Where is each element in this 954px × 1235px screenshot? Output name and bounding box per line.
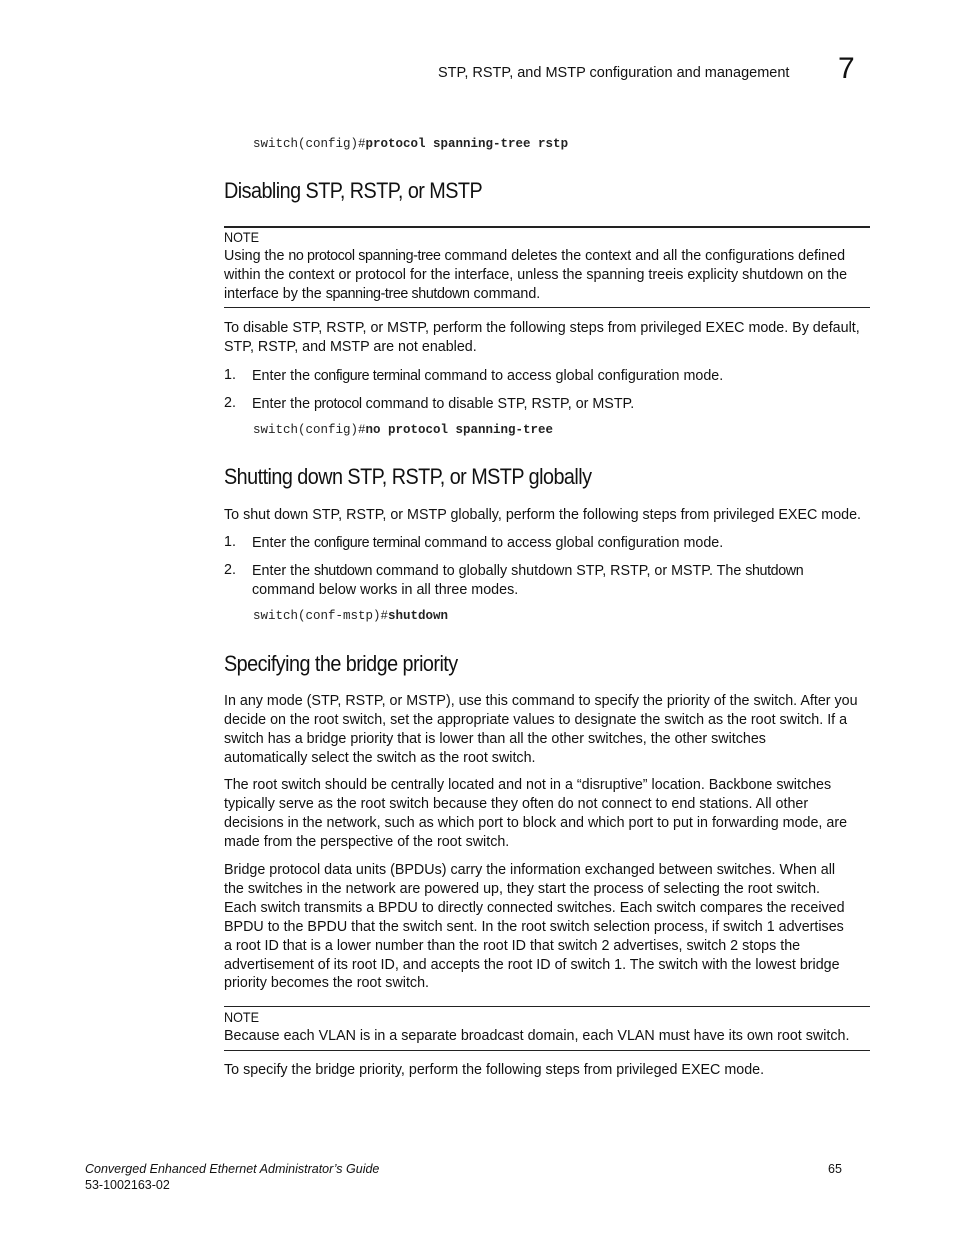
step-number: 2. [224,562,236,578]
step-text-part: command to disable STP, RSTP, or MSTP. [361,396,635,412]
note-label: NOTE [224,229,260,245]
code-command: no protocol spanning-tree [365,423,554,437]
section-heading-shutting-down: Shutting down STP, RSTP, or MSTP globally [224,464,592,489]
code-prompt: switch(config)# [253,137,366,151]
code-example-no-protocol [253,423,553,437]
intro-line: To disable STP, RSTP, or MSTP, perform the following steps from privileged EXEC mode. By default, [224,320,860,336]
paragraph-line: priority becomes the root switch. [224,975,430,992]
step-text-part: Enter the [252,535,314,551]
section-heading-bridge-priority: Specifying the bridge priority [224,651,458,676]
note-top-rule [224,226,870,228]
note-text-part: command deletes the context and all the configurations defined [440,248,846,264]
step-text-part: Enter the [252,563,314,579]
step-text [252,395,870,414]
step-text [252,367,870,386]
section3-paragraph-3 [224,861,870,993]
note-text-part: interface by the [224,285,326,302]
paragraph-line: made from the perspective of the root switch. [224,833,510,850]
step-text-line: command below works in all three modes. [252,581,519,598]
note-label: NOTE [224,1009,260,1025]
note-bottom-rule [224,1050,870,1051]
note-text-part: Using the [224,248,289,264]
section1-intro [224,319,870,357]
paragraph-line: advertisement of its root ID, and accepts the root ID of switch 1. The switch with the lowest bridge [224,956,840,973]
paragraph-line: The root switch should be centrally located and not in a “disruptive” location. Backbone switches [224,777,832,793]
step-text-part: command to access global configuration mode. [420,368,724,384]
code-command: protocol spanning-tree rstp [365,137,569,151]
step-text-part: Enter the [252,368,314,384]
note-text: Because each VLAN is in a separate broadcast domain, each VLAN must have its own root switch. [224,1028,850,1044]
section3-paragraph-1 [224,692,870,768]
code-prompt: switch(config)# [253,423,366,437]
step-command: shutdown [745,563,804,579]
note-top-rule [224,1006,870,1007]
step-text-part: command to access global configuration mode. [420,535,724,551]
note-command: no protocol spanning-tree [288,248,441,264]
note-bottom-rule [224,307,870,308]
paragraph-line: automatically select the switch as the root switch. [224,749,536,766]
step-command: configure terminal [314,368,421,384]
step-text [252,534,870,553]
footer-guide-title: Converged Enhanced Ethernet Administrator’s Guide [85,1162,380,1176]
paragraph-line: Bridge protocol data units (BPDUs) carry the information exchanged between switches. When all [224,862,836,878]
code-command: shutdown [388,609,449,623]
step-number: 1. [224,367,236,383]
section2-intro: To shut down STP, RSTP, or MSTP globally, perform the following steps from privileged EXEC mode. [224,507,862,523]
footer-doc-id: 53-1002163-02 [85,1178,170,1192]
paragraph-line: typically serve as the root switch because they often do not connect to end stations. All other [224,795,809,812]
note-text [224,247,870,304]
step-command: configure terminal [314,535,421,551]
paragraph-line: In any mode (STP, RSTP, or MSTP), use this command to specify the priority of the switch. After you [224,693,858,709]
code-example-shutdown [253,609,448,623]
paragraph-line: switch has a bridge priority that is lower than all the other switches, the other switches [224,730,766,747]
code-example-rstp [253,137,568,151]
code-prompt: switch(conf-mstp)# [253,609,389,623]
step-text-part: command to globally shutdown STP, RSTP, or MSTP. The [372,563,746,579]
paragraph-line: decide on the root switch, set the appropriate values to designate the switch as the root switch. If a [224,711,848,728]
paragraph-line: the switches in the network are powered up, they start the process of selecting the root switch. [224,880,821,897]
section3-paragraph-2 [224,776,870,852]
section-heading-disabling: Disabling STP, RSTP, or MSTP [224,178,483,203]
step-text-part: Enter the [252,396,314,412]
running-header-title: STP, RSTP, and MSTP configuration and management [438,65,790,81]
step-command: shutdown [314,563,373,579]
section3-closing: To specify the bridge priority, perform the following steps from privileged EXEC mode. [224,1062,765,1078]
step-text [252,562,870,600]
chapter-number: 7 [838,52,855,85]
paragraph-line: a root ID that is a lower number than the root ID that switch 2 advertises, switch 2 stops the [224,937,801,954]
paragraph-line: Each switch transmits a BPDU to directly connected switches. Each switch compares the received [224,899,845,916]
paragraph-line: decisions in the network, such as which port to block and which port to put in forwarding mode, are [224,814,848,831]
note-command: spanning-tree shutdown [325,285,470,302]
step-number: 1. [224,534,236,550]
step-number: 2. [224,395,236,411]
note-text-line: within the context or protocol for the interface, unless the spanning treeis explicity shutdown on the [224,266,848,283]
footer-page-number: 65 [828,1162,842,1176]
step-command: protocol [314,396,362,412]
paragraph-line: BPDU to the BPDU that the switch sent. In the root switch selection process, if switch 1 advertises [224,918,844,935]
note-text-part: command. [469,285,541,302]
intro-line: STP, RSTP, and MSTP are not enabled. [224,338,477,355]
